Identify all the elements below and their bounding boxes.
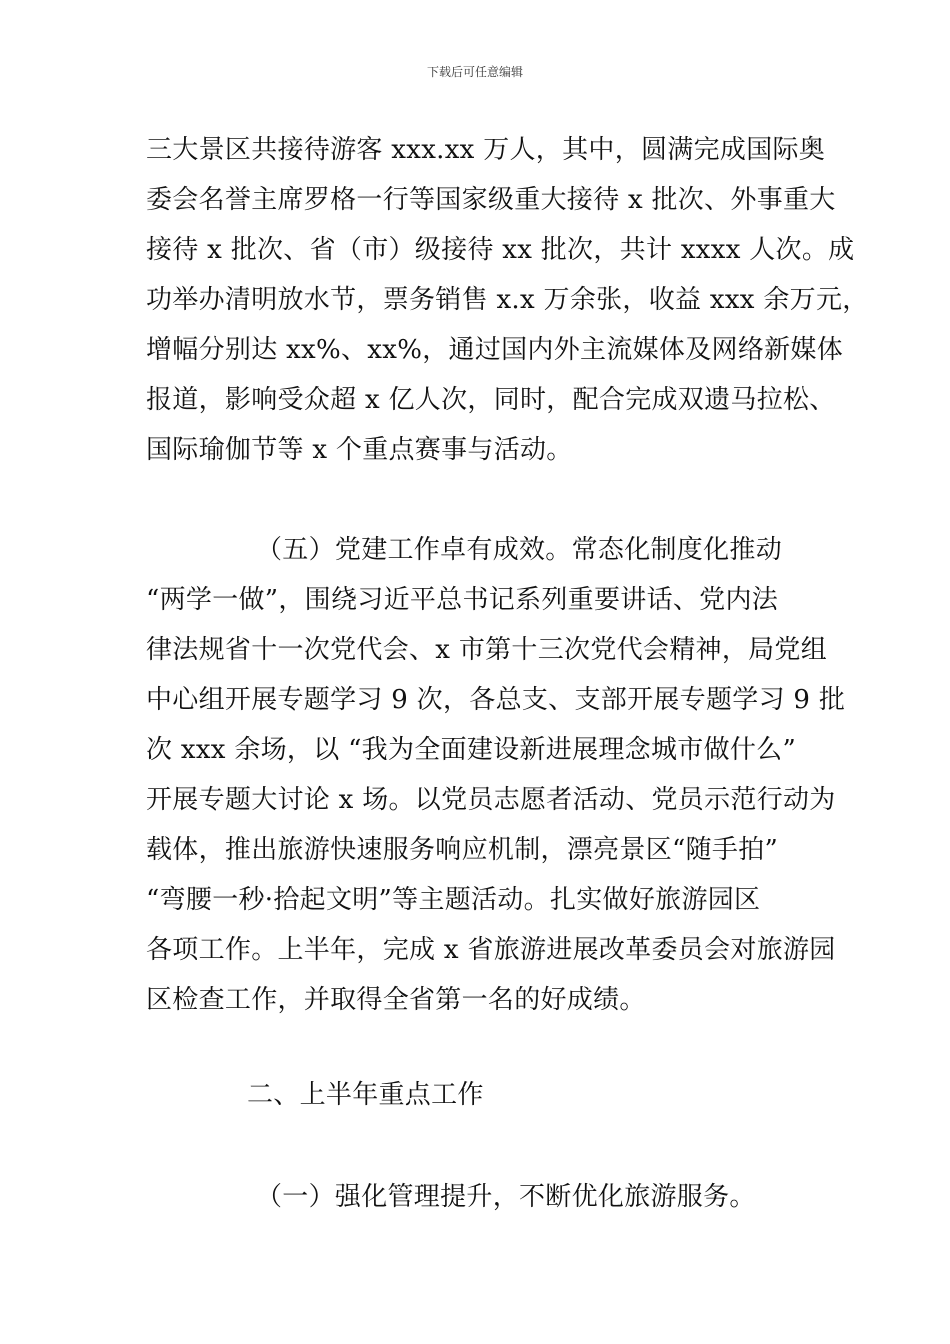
page-header: 下载后可任意编辑 [426,65,523,79]
text-line: 接待 x 批次、省（市）级接待 xx 批次，共计 xxxx 人次。成 [146,235,855,265]
text-line: （五）党建工作卓有成效。常态化制度化推动 [256,535,783,565]
text-line: 次 xxx 余场，以 “我为全面建设新进展理念城市做什么” [146,735,797,765]
text-line: 律法规省十一次党代会、x 市第十三次党代会精神，局党组 [146,635,828,665]
text-line: 中心组开展专题学习 9 次，各总支、支部开展专题学习 9 批 [146,685,846,715]
section-heading-text: 二、上半年重点工作 [247,1080,484,1110]
text-line: 委会名誉主席罗格一行等国家级重大接待 x 批次、外事重大 [146,185,836,215]
text-line: “两学一做”，围绕习近平总书记系列重要讲话、党内法 [146,585,779,615]
text-line: 报道，影响受众超 x 亿人次，同时，配合完成双遗马拉松、 [146,385,836,415]
text-line: 开展专题大讨论 x 场。以党员志愿者活动、党员示范行动为 [146,785,836,815]
subsection-heading-text: （一）强化管理提升，不断优化旅游服务。 [256,1182,756,1212]
text-line: 国际瑜伽节等 x 个重点赛事与活动。 [146,435,573,465]
text-line: “弯腰一秒·拾起文明”等主题活动。扎实做好旅游园区 [146,885,761,915]
text-line: 载体，推出旅游快速服务响应机制，漂亮景区“随手拍” [146,835,779,865]
text-line: 各项工作。上半年，完成 x 省旅游进展改革委员会对旅游园 [146,935,836,965]
text-line: 功举办清明放水节，票务销售 x.x 万余张，收益 xxx 余万元， [146,285,869,315]
text-line: 增幅分别达 xx%、xx%，通过国内外主流媒体及网络新媒体 [146,335,844,365]
text-line: 区检查工作，并取得全省第一名的好成绩。 [146,985,646,1015]
text-line: 三大景区共接待游客 xxx.xx 万人，其中，圆满完成国际奥 [146,135,826,165]
